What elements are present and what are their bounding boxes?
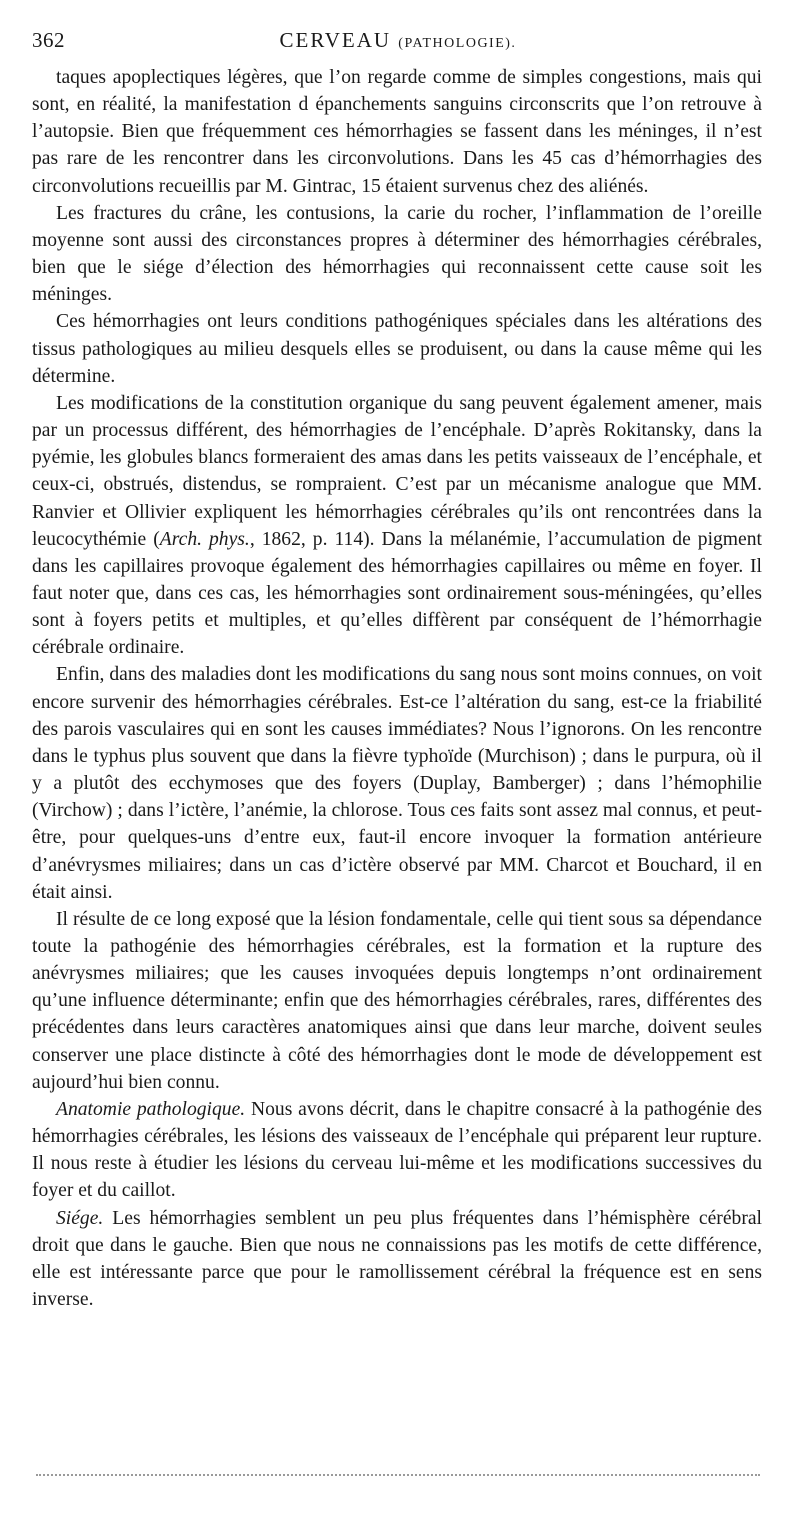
- paragraph-text: Ces hémorrhagies ont leurs conditions pathogéniques spéciales dans les altérations des tissus pathologiques au milieu desquels elles se produisent, ou dans la cause même qui les détermine.: [32, 311, 762, 387]
- paragraph-text: , 1862, p. 114). Dans la mélanémie, l’accumulation de pigment dans les capillaires provoque également des hémorrhagies capillaires ou même en foyer. Il faut noter que, dans ces cas, les hémorrhagies sont ordinairement sous-méningées, qu’elles sont à foyers petits et multiples, et qu’elles diffèrent par conséquent de l’hémorrhagie cérébrale ordinaire.: [32, 528, 762, 659]
- italic-text: Arch. phys.: [159, 528, 250, 550]
- paragraph-text: taques apoplectiques légères, que l’on regarde comme de simples congestions, mais qui sont, en réalité, la manifestation d épanchements sanguins circonscrits que l’on retrouve à l’autopsie. Bien que fréquemment ces hémorrhagies se fassent dans les méninges, il n’est pas rare de les rencontrer dans les circonvolutions. Dans les 45 cas d’hémorrhagies des circonvolutions recueillis par M. Gintrac, 15 étaient survenus chez des aliénés.: [32, 67, 762, 197]
- paragraph: [32, 1096, 762, 1205]
- paragraph-text: Les modifications de la constitution organique du sang peuvent également amener, mais par un processus différent, des hémorrhagies de l’encéphale. D’après Rokitansky, dans la pyémie, les globules blancs formeraient des amas dans les petits vaisseaux de l’encéphale, et ceux-ci, obstrués, distendus, se rompraient. C’est par un mécanisme analogue que MM. Ranvier et Ollivier expliquent les hémorrhagies cérébrales qu’ils ont rencontrées dans la leucocythémie (: [32, 392, 762, 550]
- paragraph-text: Enfin, dans des maladies dont les modifications du sang nous sont moins connues, on voit encore survenir des hémorrhagies cérébrales. Est-ce l’altération du sang, est-ce la friabilité des parois vasculaires qui en sont les causes immédiates? Nous l’ignorons. On les rencontre dans le typhus plus souvent que dans la fièvre typhoïde (Murchison) ; dans le purpura, où il y a plutôt des ecchymoses que des foyers (Duplay, Bamberger) ; dans l’hémophilie (Virchow) ; dans l’ictère, l’anémie, la chlorose. Tous ces faits sont assez mal connus, et peut-être, pour quelques-uns d’entre eux, faut-il encore invoquer la formation antérieure d’anévrysmes miliaires; dans un cas d’ictère observé par MM. Charcot et Bouchard, il en était ainsi.: [32, 664, 762, 903]
- page-header: [32, 28, 764, 60]
- body-text: [32, 64, 762, 1313]
- running-head: [32, 28, 764, 53]
- footer-rule: [36, 1474, 760, 1476]
- italic-text: Siége.: [56, 1207, 104, 1229]
- paragraph-text: Les hémorrhagies semblent un peu plus fréquentes dans l’hémisphère cérébral droit que dans le gauche. Bien que nous ne connaissions pas les motifs de cette différence, elle est intéressante parce que pour le ramollissement cérébral la fréquence est en sens inverse.: [32, 1207, 762, 1311]
- paragraph-text: Les fractures du crâne, les contusions, la carie du rocher, l’inflammation de l’oreille moyenne sont aussi des circonstances propres à déterminer des hémorrhagies cérébrales, bien que le siége d’élection des hémorrhagies qui reconnaissent cette cause soit les méninges.: [32, 202, 762, 306]
- paragraph: [32, 906, 762, 1096]
- paragraph: [32, 390, 762, 662]
- paragraph-text: Il résulte de ce long exposé que la lésion fondamentale, celle qui tient sous sa dépendance toute la pathogénie des hémorrhagies cérébrales, est la formation et la rupture des anévrysmes miliaires; que les causes invoquées depuis longtemps n’ont ordinairement qu’une influence déterminante; enfin que des hémorrhagies cérébrales, rares, différentes des précédentes dans leurs caractères anatomiques ainsi que dans leur marche, doivent seules conserver une place distincte à côté des hémorrhagies dont le mode de développement est aujourd’hui bien connu.: [32, 908, 762, 1093]
- paragraph: [32, 308, 762, 389]
- running-head-subtitle: (PATHOLOGIE).: [398, 36, 517, 51]
- paragraph: [32, 64, 762, 200]
- paragraph: [32, 661, 762, 905]
- running-head-title: CERVEAU: [279, 28, 392, 52]
- paragraph: [32, 200, 762, 309]
- paragraph-text: Nous avons décrit, dans le chapitre consacré à la pathogénie des hémorrhagies cérébrales, les lésions des vaisseaux de l’encéphale qui préparent leur rupture. Il nous reste à étudier les lésions du cerveau lui-même et les modifications successives du foyer et du caillot.: [32, 1098, 762, 1202]
- paragraph: [32, 1205, 762, 1314]
- page-number: 362: [32, 28, 65, 52]
- italic-text: Anatomie pathologique.: [56, 1098, 246, 1120]
